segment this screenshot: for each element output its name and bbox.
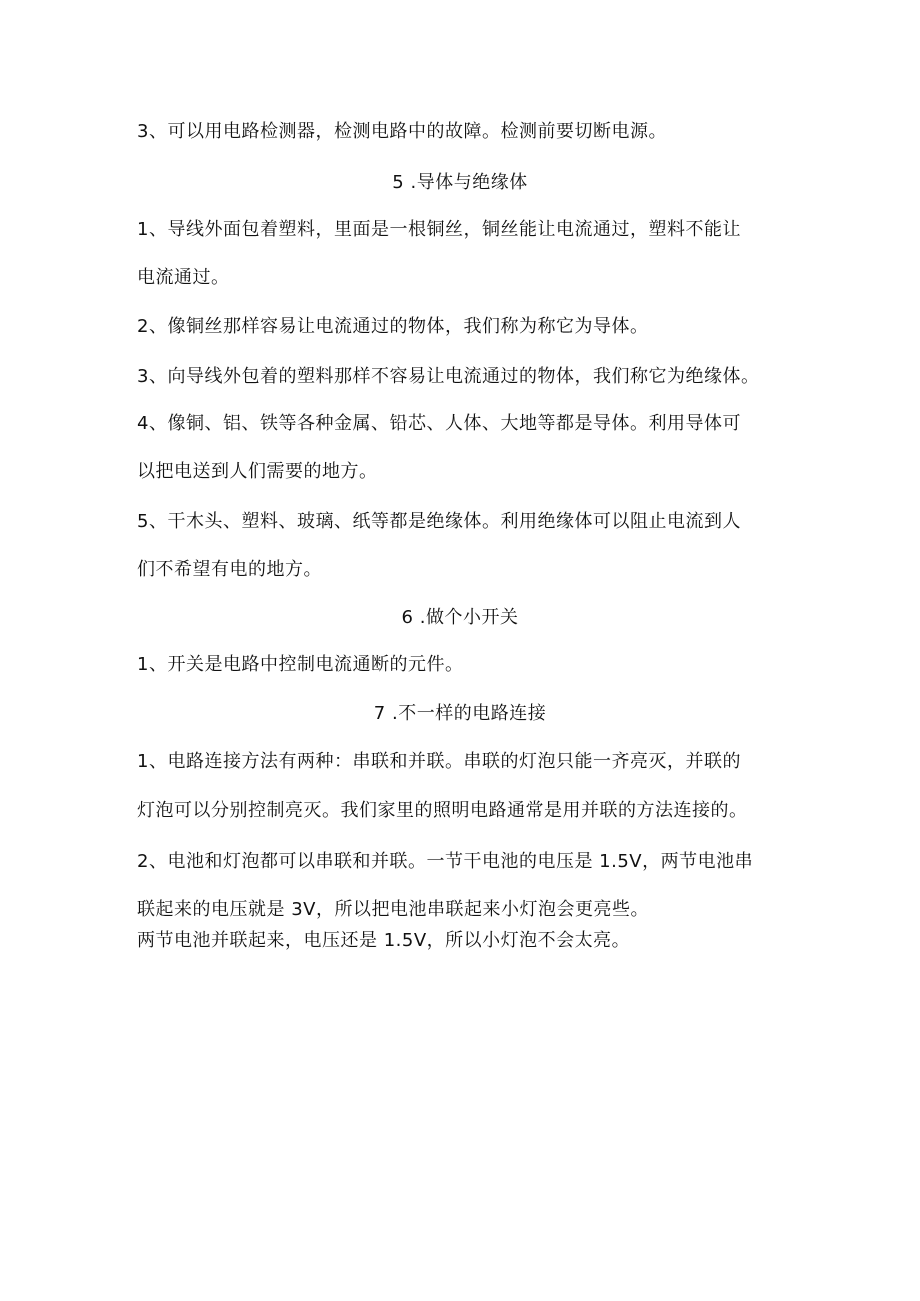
paragraph-line: 4、像铜、铝、铁等各种金属、铅芯、人体、大地等都是导体。利用导体可 [137,413,741,434]
section-heading: 6 .做个小开关 [401,607,519,628]
section-heading: 5 .导体与绝缘体 [392,172,528,193]
paragraph-line: 1、电路连接方法有两种：串联和并联。串联的灯泡只能一齐亮灭，并联的 [137,751,741,772]
paragraph-line: 电流通过。 [137,267,230,288]
paragraph-line: 以把电送到人们需要的地方。 [137,461,378,482]
paragraph-line: 灯泡可以分别控制亮灭。我们家里的照明电路通常是用并联的方法连接的。 [137,800,748,821]
paragraph-line: 联起来的电压就是 3V，所以把电池串联起来小灯泡会更亮些。 [137,899,649,920]
section-heading: 7 .不一样的电路连接 [373,703,547,724]
paragraph-line: 2、电池和灯泡都可以串联和并联。一节干电池的电压是 1.5V，两节电池串 [137,851,754,872]
paragraph-line: 1、导线外面包着塑料，里面是一根铜丝，铜丝能让电流通过，塑料不能让 [137,219,741,240]
paragraph-line: 们不希望有电的地方。 [137,559,322,580]
intro-line: 3、可以用电路检测器，检测电路中的故障。检测前要切断电源。 [137,121,667,142]
paragraph-line: 两节电池并联起来，电压还是 1.5V，所以小灯泡不会太亮。 [137,930,631,951]
paragraph-line: 3、向导线外包着的塑料那样不容易让电流通过的物体，我们称它为绝缘体。 [137,366,760,387]
paragraph-line: 1、开关是电路中控制电流通断的元件。 [137,654,464,675]
paragraph-line: 5、干木头、塑料、玻璃、纸等都是绝缘体。利用绝缘体可以阻止电流到人 [137,511,741,532]
paragraph-line: 2、像铜丝那样容易让电流通过的物体，我们称为称它为导体。 [137,316,649,337]
